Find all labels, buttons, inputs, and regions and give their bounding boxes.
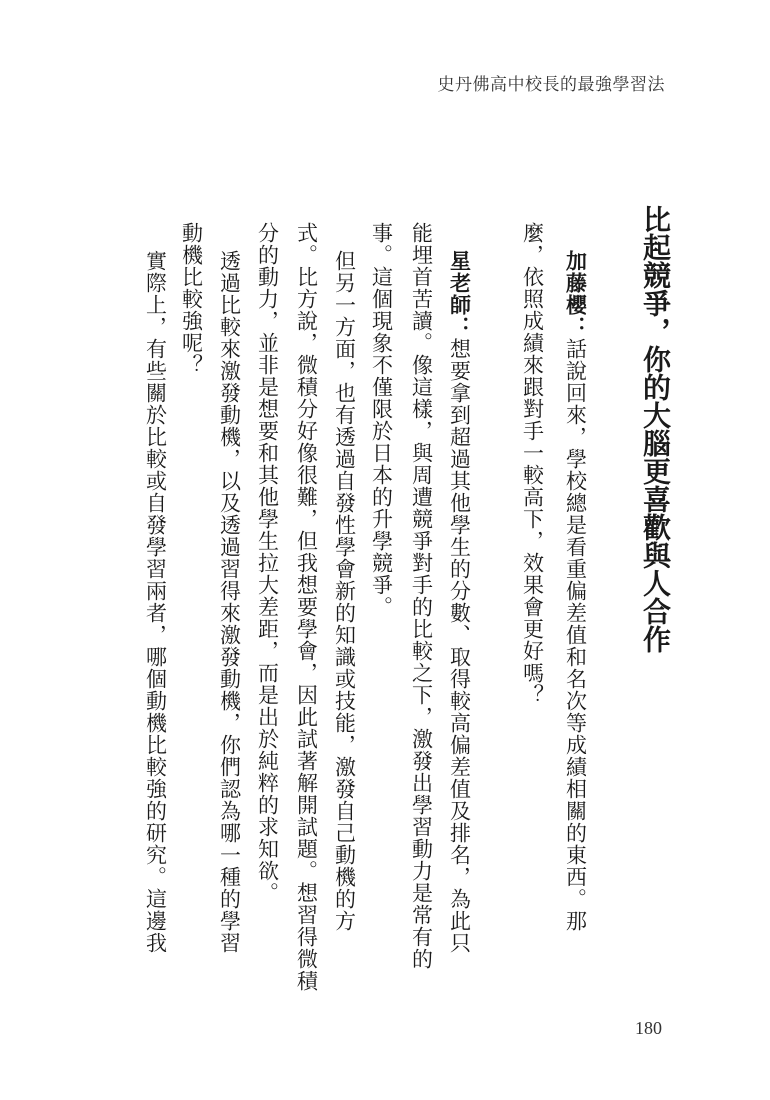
- line-text: 動機比較強呢？: [179, 222, 204, 376]
- speaker-name: 加藤櫻：: [563, 250, 588, 338]
- text-line: [565, 250, 586, 932]
- text-line: [145, 250, 166, 954]
- line-text: 能埋首苦讀。像這樣，與周遭競爭對手的比較之下，激發出學習動力是常有的: [409, 222, 434, 970]
- line-text: 想要拿到超過其他學生的分數、取得較高偏差值及排名，為此只: [447, 338, 472, 954]
- page-number: 180: [635, 1018, 662, 1038]
- running-head: 史丹佛高中校長的最強學習法: [437, 75, 665, 95]
- section-title: 比起競爭，你的大腦更喜歡與人合作: [639, 205, 672, 653]
- text-line: [257, 222, 278, 904]
- text-line: [449, 250, 470, 954]
- line-text: 分的動力，並非是想要和其他學生拉大差距，而是出於純粹的求知欲。: [255, 222, 280, 904]
- text-line: [334, 250, 355, 932]
- line-text: 但另一方面，也有透過自發性學會新的知識或技能，激發自己動機的方: [332, 250, 357, 932]
- text-line: [181, 222, 202, 376]
- text-line: [219, 250, 240, 954]
- line-text: 事。這個現象不僅限於日本的升學競爭。: [369, 222, 394, 618]
- text-line: [371, 222, 392, 618]
- text-line: [296, 222, 317, 992]
- text-line: [522, 222, 543, 706]
- text-line: [411, 222, 432, 970]
- line-text: 話說回來，學校總是看重偏差值和名次等成績相關的東西。那: [563, 338, 588, 932]
- line-text: 實際上，有些關於比較或自發學習兩者，哪個動機比較強的研究。這邊我: [143, 250, 168, 954]
- line-text: 式。比方說，微積分好像很難，但我想要學會，因此試著解開試題。想習得微積: [294, 222, 319, 992]
- line-text: 麼，依照成績來跟對手一較高下，效果會更好嗎？: [520, 222, 545, 706]
- line-text: 透過比較來激發動機，以及透過習得來激發動機，你們認為哪一種的學習: [217, 250, 242, 954]
- speaker-name: 星老師：: [447, 250, 472, 338]
